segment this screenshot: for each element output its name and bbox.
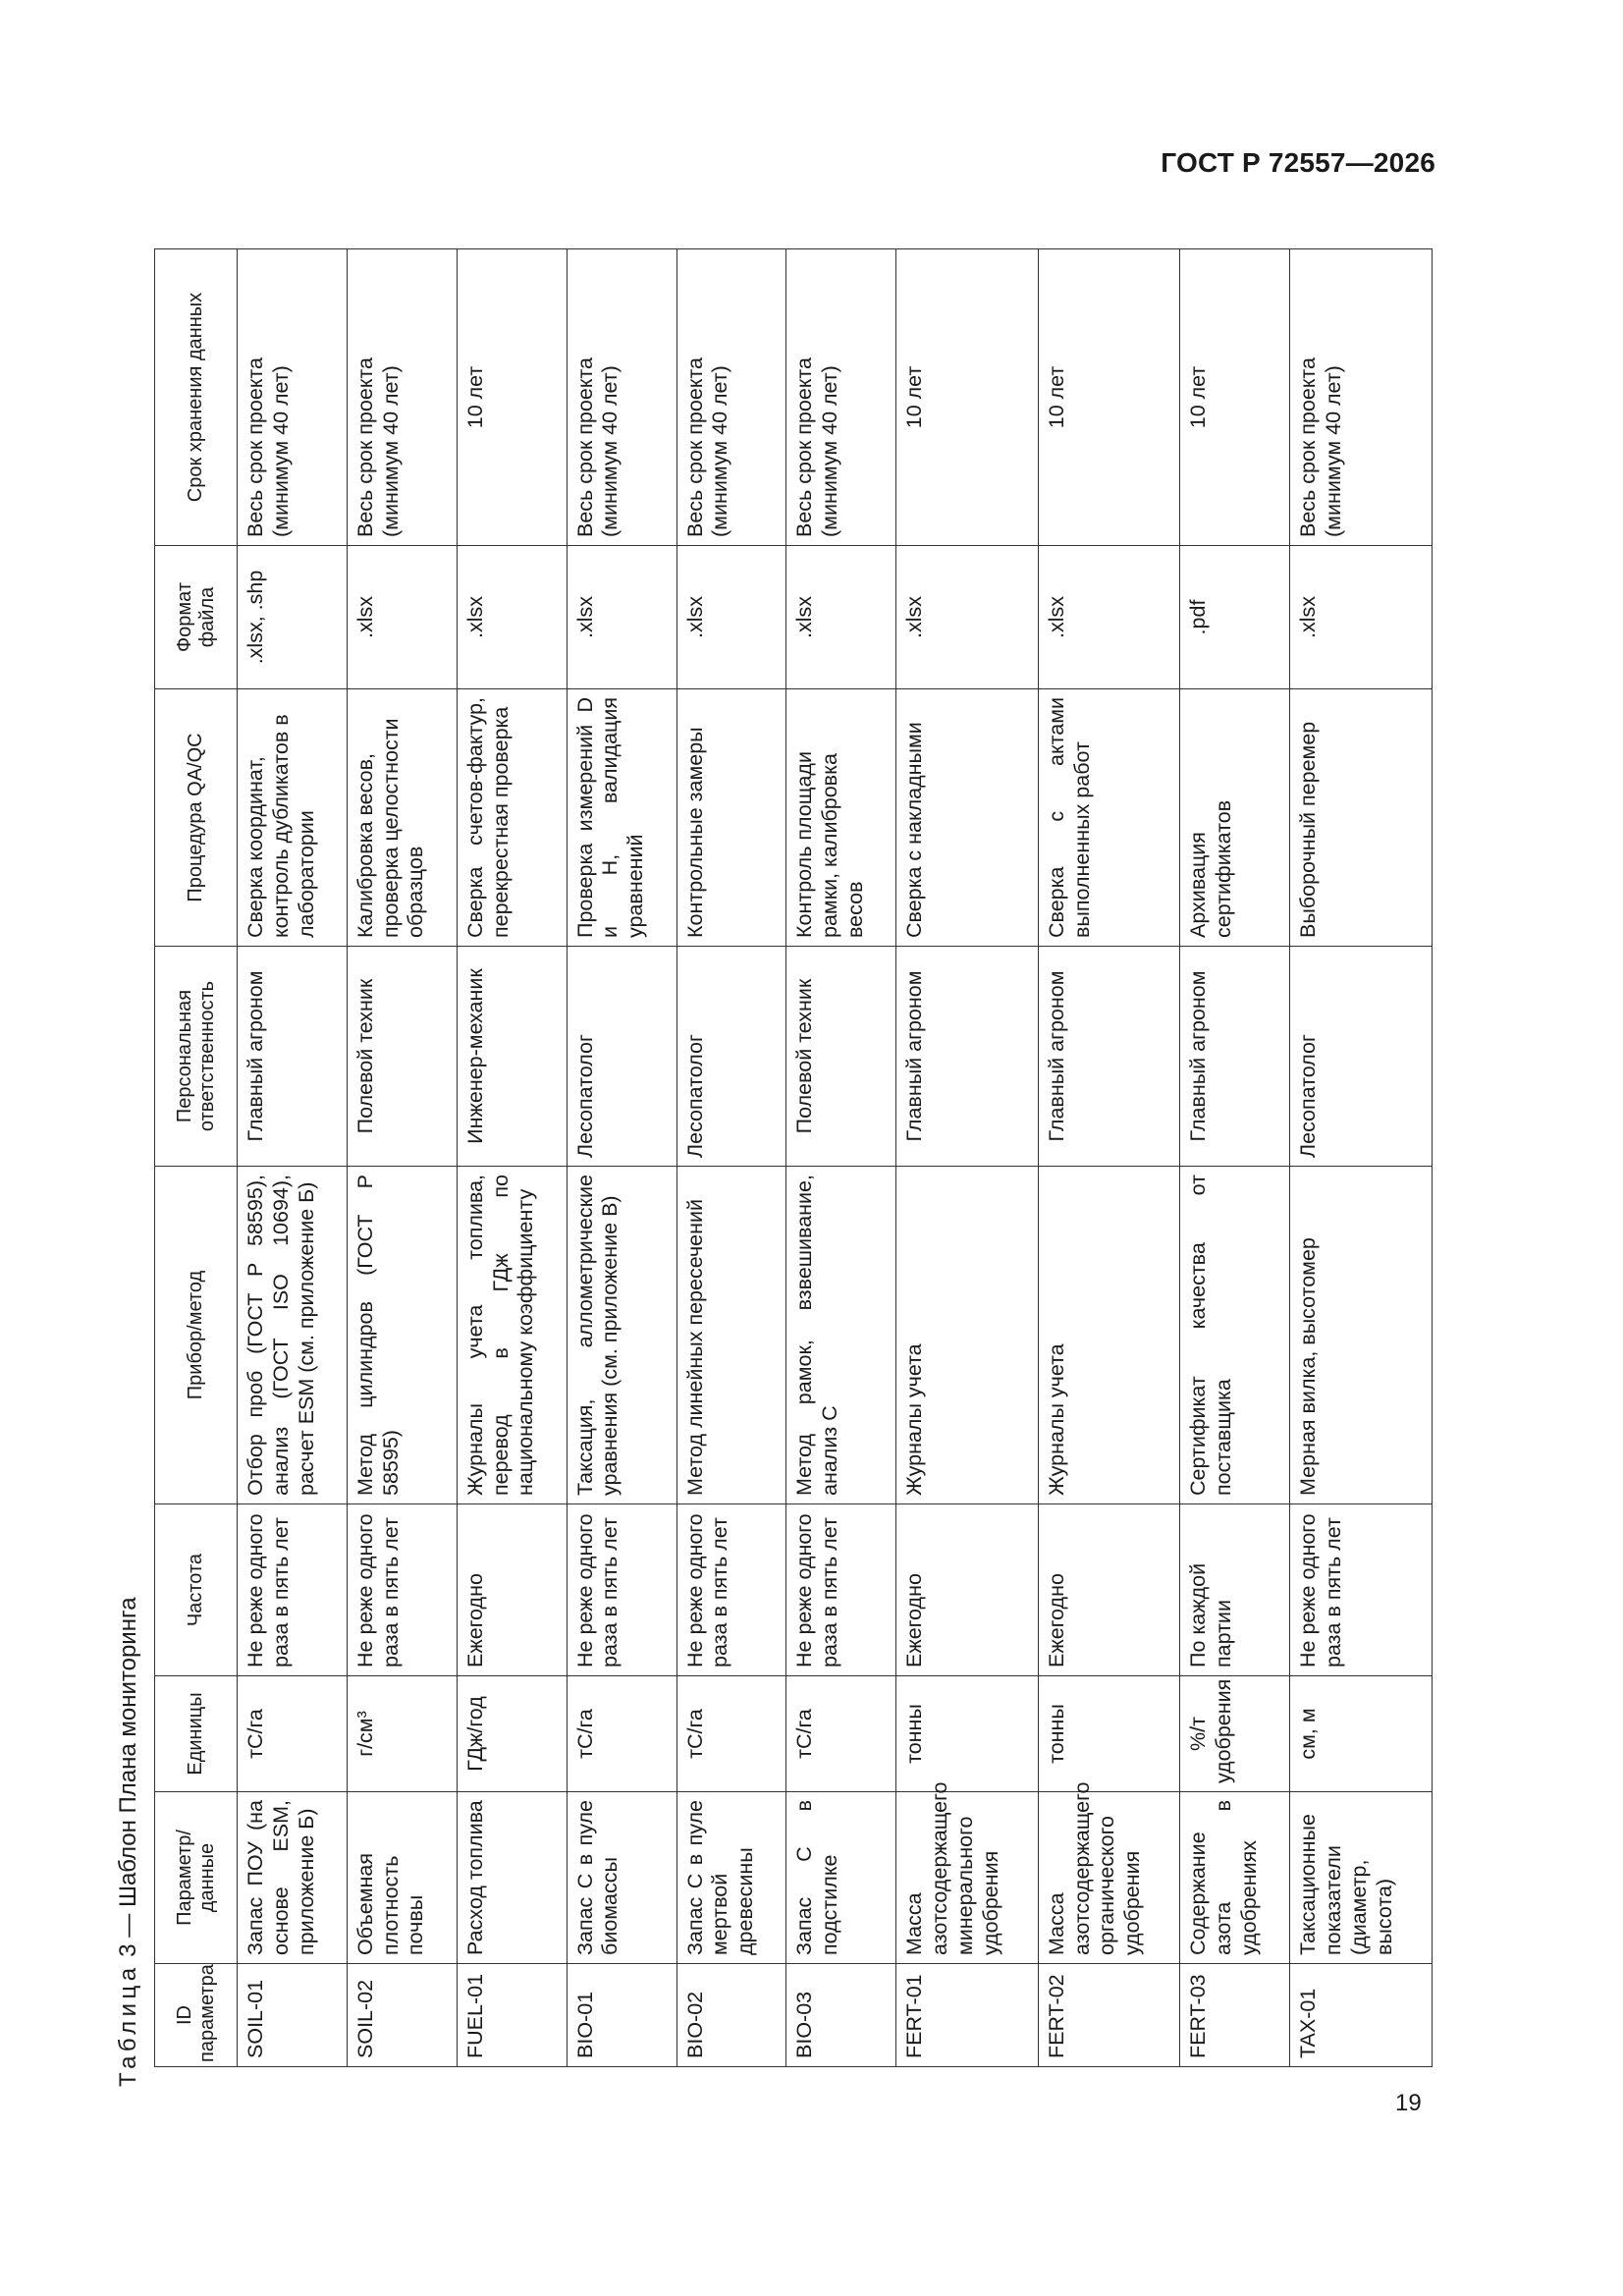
cell-units: г/см³ bbox=[347, 1676, 457, 1792]
cell-method: Сертификат качества от поставщика bbox=[1180, 1167, 1290, 1504]
cell-frequency: Не реже одного раза в пять лет bbox=[347, 1504, 457, 1676]
table-row bbox=[347, 249, 457, 2067]
cell-frequency: Не реже одного раза в пять лет bbox=[567, 1504, 676, 1676]
cell-qaqc: Проверка измерений D и H, валидация уравнений bbox=[567, 689, 676, 947]
cell-format: .xlsx bbox=[1290, 546, 1433, 689]
cell-frequency: Ежегодно bbox=[457, 1504, 567, 1676]
table-row bbox=[1180, 249, 1290, 2067]
column-header: ID параметра bbox=[155, 1964, 238, 2067]
cell-param: Содержание азота в удобрениях bbox=[1180, 1792, 1290, 1964]
cell-units: ГДж/год bbox=[457, 1676, 567, 1792]
cell-units: тС/га bbox=[676, 1676, 786, 1792]
cell-qaqc: Архивация сертификатов bbox=[1180, 689, 1290, 947]
cell-retention: Весь срок проекта (минимум 40 лет) bbox=[238, 249, 348, 546]
cell-frequency: По каждой партии bbox=[1180, 1504, 1290, 1676]
cell-format: .xlsx bbox=[1038, 546, 1180, 689]
cell-method: Отбор проб (ГОСТ Р 58595), анализ (ГОСТ ISO 10694), расчет ESM (см. приложение Б) bbox=[238, 1167, 348, 1504]
cell-responsible: Лесопатолог bbox=[676, 947, 786, 1167]
cell-qaqc: Калибровка весов, проверка целостности образцов bbox=[347, 689, 457, 947]
rotated-table-block bbox=[111, 231, 1438, 2087]
cell-frequency: Ежегодно bbox=[896, 1504, 1039, 1676]
cell-param: Запас С в пуле мертвой древесины bbox=[676, 1792, 786, 1964]
cell-id: SOIL-02 bbox=[347, 1964, 457, 2067]
monitoring-plan-table bbox=[154, 248, 1433, 2067]
cell-id: FERT-02 bbox=[1038, 1964, 1180, 2067]
document-code: ГОСТ Р 72557—2026 bbox=[1161, 147, 1435, 178]
cell-method: Мерная вилка, высотомер bbox=[1290, 1167, 1433, 1504]
cell-qaqc: Контрольные замеры bbox=[676, 689, 786, 947]
table-row bbox=[786, 249, 896, 2067]
cell-method: Журналы учета bbox=[1038, 1167, 1180, 1504]
table-row bbox=[457, 249, 567, 2067]
table-row bbox=[238, 249, 348, 2067]
cell-qaqc: Сверка с актами выполненных работ bbox=[1038, 689, 1180, 947]
cell-responsible: Лесопатолог bbox=[1290, 947, 1433, 1167]
cell-units: тС/га bbox=[567, 1676, 676, 1792]
page-number: 19 bbox=[1395, 2090, 1422, 2116]
cell-units: см, м bbox=[1290, 1676, 1433, 1792]
cell-id: BIO-03 bbox=[786, 1964, 896, 2067]
cell-qaqc: Сверка координат, контроль дубликатов в лаборатории bbox=[238, 689, 348, 947]
table-caption-title: 3 — Шаблон Плана мониторинга bbox=[115, 1597, 141, 1964]
cell-method: Журналы учета топлива, перевод в ГДж по национальному коэффициенту bbox=[457, 1167, 567, 1504]
table-row bbox=[896, 249, 1039, 2067]
table-caption bbox=[115, 1597, 142, 2087]
cell-format: .pdf bbox=[1180, 546, 1290, 689]
cell-param: Запас С в пуле биомассы bbox=[567, 1792, 676, 1964]
cell-retention: Весь срок проекта (минимум 40 лет) bbox=[1290, 249, 1433, 546]
cell-retention: 10 лет bbox=[1038, 249, 1180, 546]
cell-retention: 10 лет bbox=[457, 249, 567, 546]
cell-param: Расход топлива bbox=[457, 1792, 567, 1964]
cell-responsible: Главный агроном bbox=[1038, 947, 1180, 1167]
column-header: Персональная ответственность bbox=[155, 947, 238, 1167]
cell-id: TAX-01 bbox=[1290, 1964, 1433, 2067]
cell-responsible: Главный агроном bbox=[238, 947, 348, 1167]
table-row bbox=[1290, 249, 1433, 2067]
cell-format: .xlsx bbox=[676, 546, 786, 689]
cell-qaqc: Сверка счетов-фактур, перекрестная проверка bbox=[457, 689, 567, 947]
cell-param: Запас С в подстилке bbox=[786, 1792, 896, 1964]
table-header-row bbox=[155, 249, 238, 2067]
cell-format: .xlsx bbox=[347, 546, 457, 689]
table-row bbox=[676, 249, 786, 2067]
cell-format: .xlsx bbox=[457, 546, 567, 689]
table-caption-prefix: Таблица bbox=[115, 1963, 141, 2087]
cell-method: Метод цилиндров (ГОСТ Р 58595) bbox=[347, 1167, 457, 1504]
cell-param: Объемная плотность почвы bbox=[347, 1792, 457, 1964]
cell-units: тонны bbox=[1038, 1676, 1180, 1792]
column-header: Формат файла bbox=[155, 546, 238, 689]
cell-units: %/т удобрения bbox=[1180, 1676, 1290, 1792]
table-row bbox=[1038, 249, 1180, 2067]
cell-responsible: Главный агроном bbox=[1180, 947, 1290, 1167]
cell-frequency: Не реже одного раза в пять лет bbox=[676, 1504, 786, 1676]
cell-method: Таксация, аллометрические уравнения (см. приложение В) bbox=[567, 1167, 676, 1504]
column-header: Срок хранения данных bbox=[155, 249, 238, 546]
cell-retention: 10 лет bbox=[896, 249, 1039, 546]
cell-method: Журналы учета bbox=[896, 1167, 1039, 1504]
cell-param: Масса азотсодержащего минерального удобрения bbox=[896, 1792, 1039, 1964]
cell-format: .xlsx, .shp bbox=[238, 546, 348, 689]
cell-retention: Весь срок проекта (минимум 40 лет) bbox=[347, 249, 457, 546]
cell-responsible: Лесопатолог bbox=[567, 947, 676, 1167]
cell-method: Метод рамок, взвешивание, анализ С bbox=[786, 1167, 896, 1504]
cell-format: .xlsx bbox=[786, 546, 896, 689]
cell-id: SOIL-01 bbox=[238, 1964, 348, 2067]
cell-method: Метод линейных пересечений bbox=[676, 1167, 786, 1504]
cell-id: FUEL-01 bbox=[457, 1964, 567, 2067]
column-header: Параметр/данные bbox=[155, 1792, 238, 1964]
column-header: Процедура QA/QC bbox=[155, 689, 238, 947]
cell-retention: Весь срок проекта (минимум 40 лет) bbox=[676, 249, 786, 546]
cell-format: .xlsx bbox=[567, 546, 676, 689]
cell-param: Таксационные показатели (диаметр, высота) bbox=[1290, 1792, 1433, 1964]
cell-qaqc: Выборочный перемер bbox=[1290, 689, 1433, 947]
cell-format: .xlsx bbox=[896, 546, 1039, 689]
column-header: Прибор/метод bbox=[155, 1167, 238, 1504]
cell-units: тонны bbox=[896, 1676, 1039, 1792]
cell-param: Запас ПОУ (на основе ESM, приложение Б) bbox=[238, 1792, 348, 1964]
cell-frequency: Не реже одного раза в пять лет bbox=[786, 1504, 896, 1676]
cell-units: тС/га bbox=[238, 1676, 348, 1792]
cell-frequency: Не реже одного раза в пять лет bbox=[238, 1504, 348, 1676]
column-header: Частота bbox=[155, 1504, 238, 1676]
cell-id: FERT-03 bbox=[1180, 1964, 1290, 2067]
cell-responsible: Полевой техник bbox=[786, 947, 896, 1167]
cell-retention: Весь срок проекта (минимум 40 лет) bbox=[786, 249, 896, 546]
cell-responsible: Полевой техник bbox=[347, 947, 457, 1167]
cell-param: Масса азотсодержащего органического удобрения bbox=[1038, 1792, 1180, 1964]
cell-frequency: Ежегодно bbox=[1038, 1504, 1180, 1676]
cell-id: BIO-02 bbox=[676, 1964, 786, 2067]
cell-frequency: Не реже одного раза в пять лет bbox=[1290, 1504, 1433, 1676]
cell-id: BIO-01 bbox=[567, 1964, 676, 2067]
cell-qaqc: Сверка с накладными bbox=[896, 689, 1039, 947]
cell-responsible: Главный агроном bbox=[896, 947, 1039, 1167]
cell-retention: 10 лет bbox=[1180, 249, 1290, 546]
cell-units: тС/га bbox=[786, 1676, 896, 1792]
cell-responsible: Инженер-механик bbox=[457, 947, 567, 1167]
column-header: Единицы bbox=[155, 1676, 238, 1792]
cell-retention: Весь срок проекта (минимум 40 лет) bbox=[567, 249, 676, 546]
cell-id: FERT-01 bbox=[896, 1964, 1039, 2067]
cell-qaqc: Контроль площади рамки, калибровка весов bbox=[786, 689, 896, 947]
table-row bbox=[567, 249, 676, 2067]
